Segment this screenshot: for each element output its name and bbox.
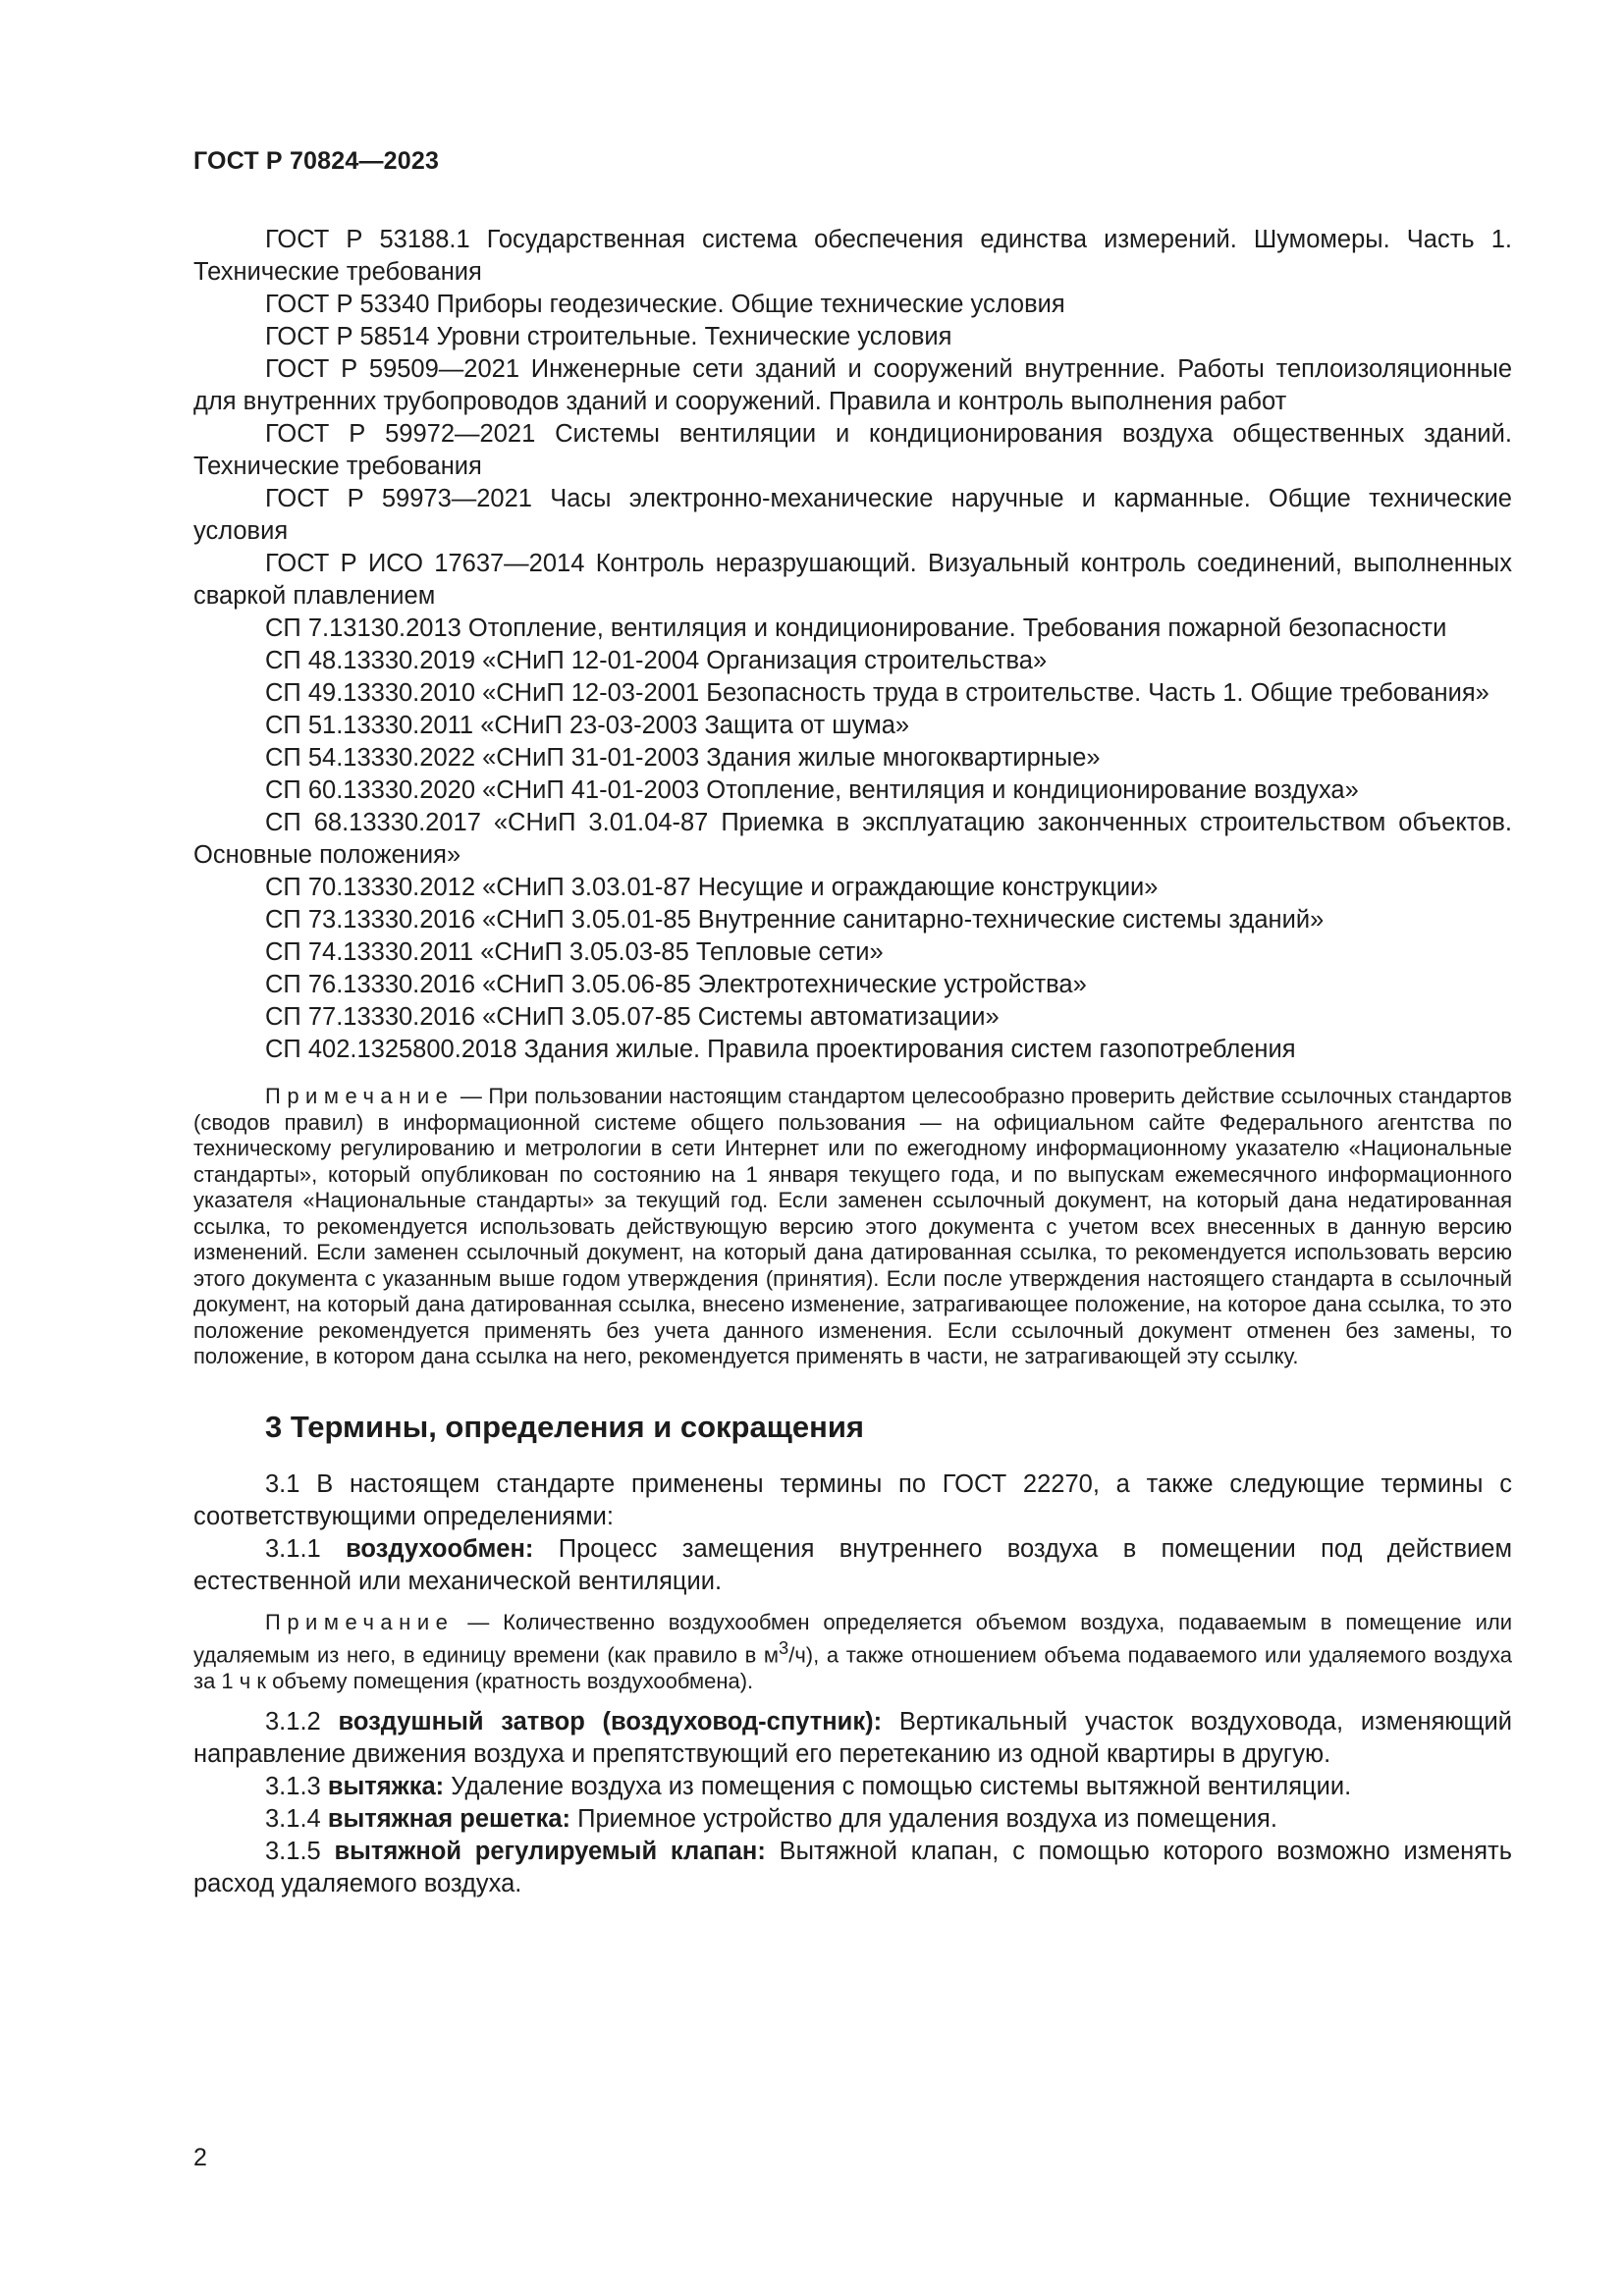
note-text: — Количественно воздухообмен определяется объемом воздуха, подаваемым в помещение или удаляемым из него, в единицу времени (как правило в м xyxy=(193,1609,1512,1668)
document-header: ГОСТ Р 70824—2023 xyxy=(193,147,440,175)
reference-item: СП 7.13130.2013 Отопление, вентиляция и кондиционирование. Требования пожарной безопасности xyxy=(265,614,1447,642)
term-entry-3-1-3 xyxy=(193,1771,1512,1803)
term-number: 3.1.1 xyxy=(265,1534,347,1563)
reference-item: СП 54.13330.2022 «СНиП 31-01-2003 Здания жилые многоквартирные» xyxy=(265,744,1101,772)
term-entry-3-1-2 xyxy=(193,1706,1512,1771)
reference-item: СП 77.13330.2016 «СНиП 3.05.07-85 Системы автоматизации» xyxy=(265,1003,1000,1031)
reference-item: ГОСТ Р ИСО 17637—2014 Контроль неразрушающий. Визуальный контроль соединений, выполненных сваркой плавлением xyxy=(193,550,1512,610)
term-definition: Вертикальный участок воздуховода, изменяющий направление движения воздуха и препятствующий его перетеканию из одной квартиры в другую. xyxy=(193,1708,1512,1769)
term-entry-3-1-5 xyxy=(193,1836,1512,1900)
reference-item: ГОСТ Р 59973—2021 Часы электронно-механические наручные и карманные. Общие технические условия xyxy=(193,485,1512,545)
term-definition: Приемное устройство для удаления воздуха из помещения. xyxy=(570,1805,1277,1834)
reference-item: СП 70.13330.2012 «СНиП 3.03.01-87 Несущие и ограждающие конструкции» xyxy=(265,874,1159,901)
term-definition: Удаление воздуха из помещения с помощью системы вытяжной вентиляции. xyxy=(444,1773,1352,1801)
reference-item: ГОСТ Р 59509—2021 Инженерные сети зданий и сооружений внутренние. Работы теплоизоляционные для внутренних трубопроводов зданий и сооружений. Правила и контроль выполнения работ xyxy=(193,355,1512,415)
term-name: вытяжной регулируемый клапан: xyxy=(334,1838,766,1866)
reference-item: СП 74.13330.2011 «СНиП 3.05.03-85 Тепловые сети» xyxy=(265,938,884,966)
reference-item: ГОСТ Р 59972—2021 Системы вентиляции и кондиционирования воздуха общественных зданий. Технические требования xyxy=(193,420,1512,480)
term-definition: Процесс замещения внутреннего воздуха в помещении под действием естественной или механической вентиляции. xyxy=(193,1534,1512,1595)
superscript: 3 xyxy=(779,1637,789,1658)
reference-item: СП 49.13330.2010 «СНиП 12-03-2001 Безопасность труда в строительстве. Часть 1. Общие требования» xyxy=(265,679,1489,707)
terms-intro: 3.1 В настоящем стандарте применены термины по ГОСТ 22270, а также следующие термины с соответствующими определениями: xyxy=(193,1469,1512,1530)
term-number: 3.1.5 xyxy=(265,1838,335,1866)
term-number: 3.1.2 xyxy=(265,1708,339,1736)
term-number: 3.1.3 xyxy=(265,1773,328,1801)
terms-section xyxy=(193,1468,1512,1901)
section-heading: 3 Термины, определения и сокращения xyxy=(265,1409,864,1444)
page-number: 2 xyxy=(193,2144,207,2171)
references-note xyxy=(193,1084,1512,1370)
term-entry-3-1-4 xyxy=(193,1803,1512,1836)
reference-item: ГОСТ Р 53188.1 Государственная система обеспечения единства измерений. Шумомеры. Часть 1. Технические требования xyxy=(193,226,1512,286)
reference-item: СП 60.13330.2020 «СНиП 41-01-2003 Отопление, вентиляция и кондиционирование воздуха» xyxy=(265,776,1359,804)
page-content xyxy=(193,224,1512,1900)
term-name: воздушный затвор (воздуховод-спутник): xyxy=(338,1708,883,1736)
reference-item: СП 48.13330.2019 «СНиП 12-01-2004 Организация строительства» xyxy=(265,647,1048,674)
term-name: вытяжка: xyxy=(327,1773,445,1801)
note-label: Примечание xyxy=(265,1609,455,1634)
note-text: /ч), а также отношением объема подаваемого или удаляемого воздуха за 1 ч к объему помещения (кратность воздухообмена). xyxy=(193,1642,1512,1693)
term-definition: Вытяжной клапан, с помощью которого возможно изменять расход удаляемого воздуха. xyxy=(193,1838,1512,1898)
note-text: — При пользовании настоящим стандартом целесообразно проверить действие ссылочных стандартов (сводов правил) в информационной системе общего пользования — на официальном сайте Федерального агентства по техническому регулированию и метрологии в сети Интернет или по ежегодному информационному указателю «Национальные стандарты», который опубликован по состоянию на 1 января текущего года, и по выпускам ежемесячного информационного указателя «Национальные стандарты» за текущий год. Если заменен ссылочный документ, на который дана недатированная ссылка, то рекомендуется использовать действующую версию этого документа с учетом всех внесенных в данную версию изменений. Если заменен ссылочный документ, на который дана датированная ссылка, то рекомендуется использовать версию этого документа с указанным выше годом утверждения (принятия). Если после утверждения настоящего стандарта в ссылочный документ, на который дана датированная ссылка, внесено изменение, затрагивающее положение, на которое дана ссылка, то это положение рекомендуется применять без учета данного изменения. Если ссылочный документ отменен без замены, то положение, в котором дана ссылка на него, рекомендуется применять в части, не затрагивающей эту ссылку. xyxy=(193,1084,1512,1368)
note-label: Примечание xyxy=(265,1084,455,1108)
reference-item: СП 73.13330.2016 «СНиП 3.05.01-85 Внутренние санитарно-технические системы зданий» xyxy=(265,906,1325,934)
normative-references-list xyxy=(193,224,1512,1066)
reference-item: СП 402.1325800.2018 Здания жилые. Правила проектирования систем газопотребления xyxy=(265,1036,1296,1063)
term-number: 3.1.4 xyxy=(265,1805,328,1834)
term-note xyxy=(193,1610,1512,1695)
reference-item: СП 68.13330.2017 «СНиП 3.01.04-87 Приемка в эксплуатацию законченных строительством объектов. Основные положения» xyxy=(193,809,1512,869)
term-name: вытяжная решетка: xyxy=(327,1805,571,1834)
reference-item: СП 76.13330.2016 «СНиП 3.05.06-85 Электротехнические устройства» xyxy=(265,971,1087,998)
term-entry-3-1-1 xyxy=(193,1533,1512,1598)
term-name: воздухообмен: xyxy=(346,1534,534,1563)
reference-item: ГОСТ Р 53340 Приборы геодезические. Общие технические условия xyxy=(265,291,1065,318)
reference-item: ГОСТ Р 58514 Уровни строительные. Технические условия xyxy=(265,323,952,350)
reference-item: СП 51.13330.2011 «СНиП 23-03-2003 Защита от шума» xyxy=(265,712,910,739)
